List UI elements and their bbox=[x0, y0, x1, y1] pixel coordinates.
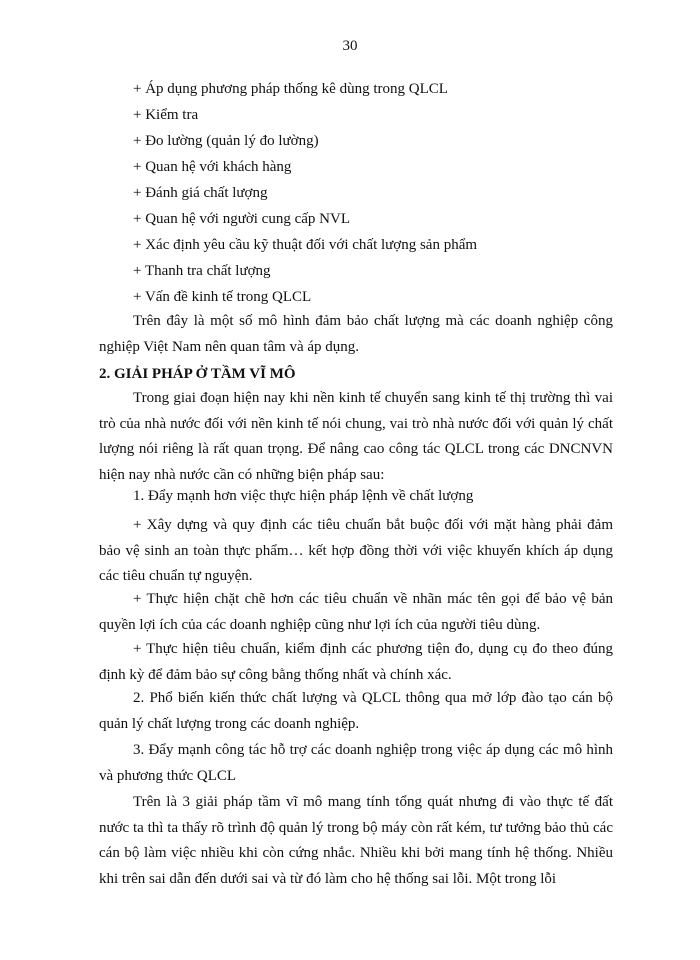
section-heading: 2. GIẢI PHÁP Ở TẦM VĨ MÔ bbox=[99, 366, 296, 382]
context-paragraph: Trong giai đoạn hiện nay khi nền kinh tế chuyển sang kinh tế thị trường thì vai trò của nhà nước đối với nền kinh tế nói chung, vai trò nhà nước đối với quản lý chất lượng nói riêng là rất quan trọng. Để nâng cao công tác QLCL trong các DNCNVN hiện nay nhà nước cần có những biện pháp sau: bbox=[99, 390, 613, 483]
list-item-1: 1. Đẩy mạnh hơn việc thực hiện pháp lệnh về chất lượng bbox=[133, 488, 474, 504]
final-paragraph: Trên là 3 giải pháp tầm vĩ mô mang tính tổng quát nhưng đi vào thực tế đất nước ta thì ta thấy rõ trình độ quản lý trong bộ máy còn rất kém, tư tưởng bảo thủ các cán bộ làm việc nhiều khi còn cứng nhắc. Nhiều khi bởi mang tính hệ thống. Nhiều khi trên sai dẫn đến dưới sai và từ đó làm cho hệ thống sai lỗi. Một trong lỗi bbox=[99, 794, 613, 887]
bullet-item: + Xác định yêu cầu kỹ thuật đối với chất lượng sản phẩm bbox=[133, 237, 478, 253]
bullet-item: + Thanh tra chất lượng bbox=[133, 263, 271, 279]
bullet-item: + Quan hệ với người cung cấp NVL bbox=[133, 211, 350, 227]
intro-paragraph: Trên đây là một số mô hình đảm bảo chất lượng mà các doanh nghiệp công nghiệp Việt Nam nên quan tâm và áp dụng. bbox=[99, 313, 613, 355]
bullet-item: + Vấn đề kinh tế trong QLCL bbox=[133, 289, 312, 305]
bullet-item: + Đo lường (quản lý đo lường) bbox=[133, 133, 319, 149]
bullet-item: + Kiểm tra bbox=[133, 107, 199, 123]
page-number: 30 bbox=[342, 38, 358, 54]
list-item-2: 2. Phổ biến kiến thức chất lượng và QLCL thông qua mở lớp đào tạo cán bộ quản lý chất lượng trong các doanh nghiệp. bbox=[99, 690, 613, 732]
list-item-1a: + Xây dựng và quy định các tiêu chuẩn bắt buộc đối với mặt hàng phải đảm bảo vệ sinh an toàn thực phẩm… kết hợp đồng thời với việc khuyến khích áp dụng các tiêu chuẩn tự nguyện. bbox=[99, 517, 613, 584]
list-item-3: 3. Đẩy mạnh công tác hỗ trợ các doanh nghiệp trong việc áp dụng các mô hình và phương thức QLCL bbox=[99, 742, 613, 784]
bullet-item: + Quan hệ với khách hàng bbox=[133, 159, 292, 175]
bullet-item: + Áp dụng phương pháp thống kê dùng trong QLCL bbox=[133, 81, 448, 97]
list-item-1b: + Thực hiện chặt chẽ hơn các tiêu chuẩn về nhãn mác tên gọi để bảo vệ bản quyền lợi ích của các doanh nghiệp cũng như lợi ích của người tiêu dùng. bbox=[99, 591, 613, 633]
list-item-1c: + Thực hiện tiêu chuẩn, kiểm định các phương tiện đo, dụng cụ đo theo đúng định kỳ để đảm bảo sự công bằng thống nhất và chính xác. bbox=[99, 641, 613, 683]
bullet-item: + Đánh giá chất lượng bbox=[133, 185, 268, 201]
